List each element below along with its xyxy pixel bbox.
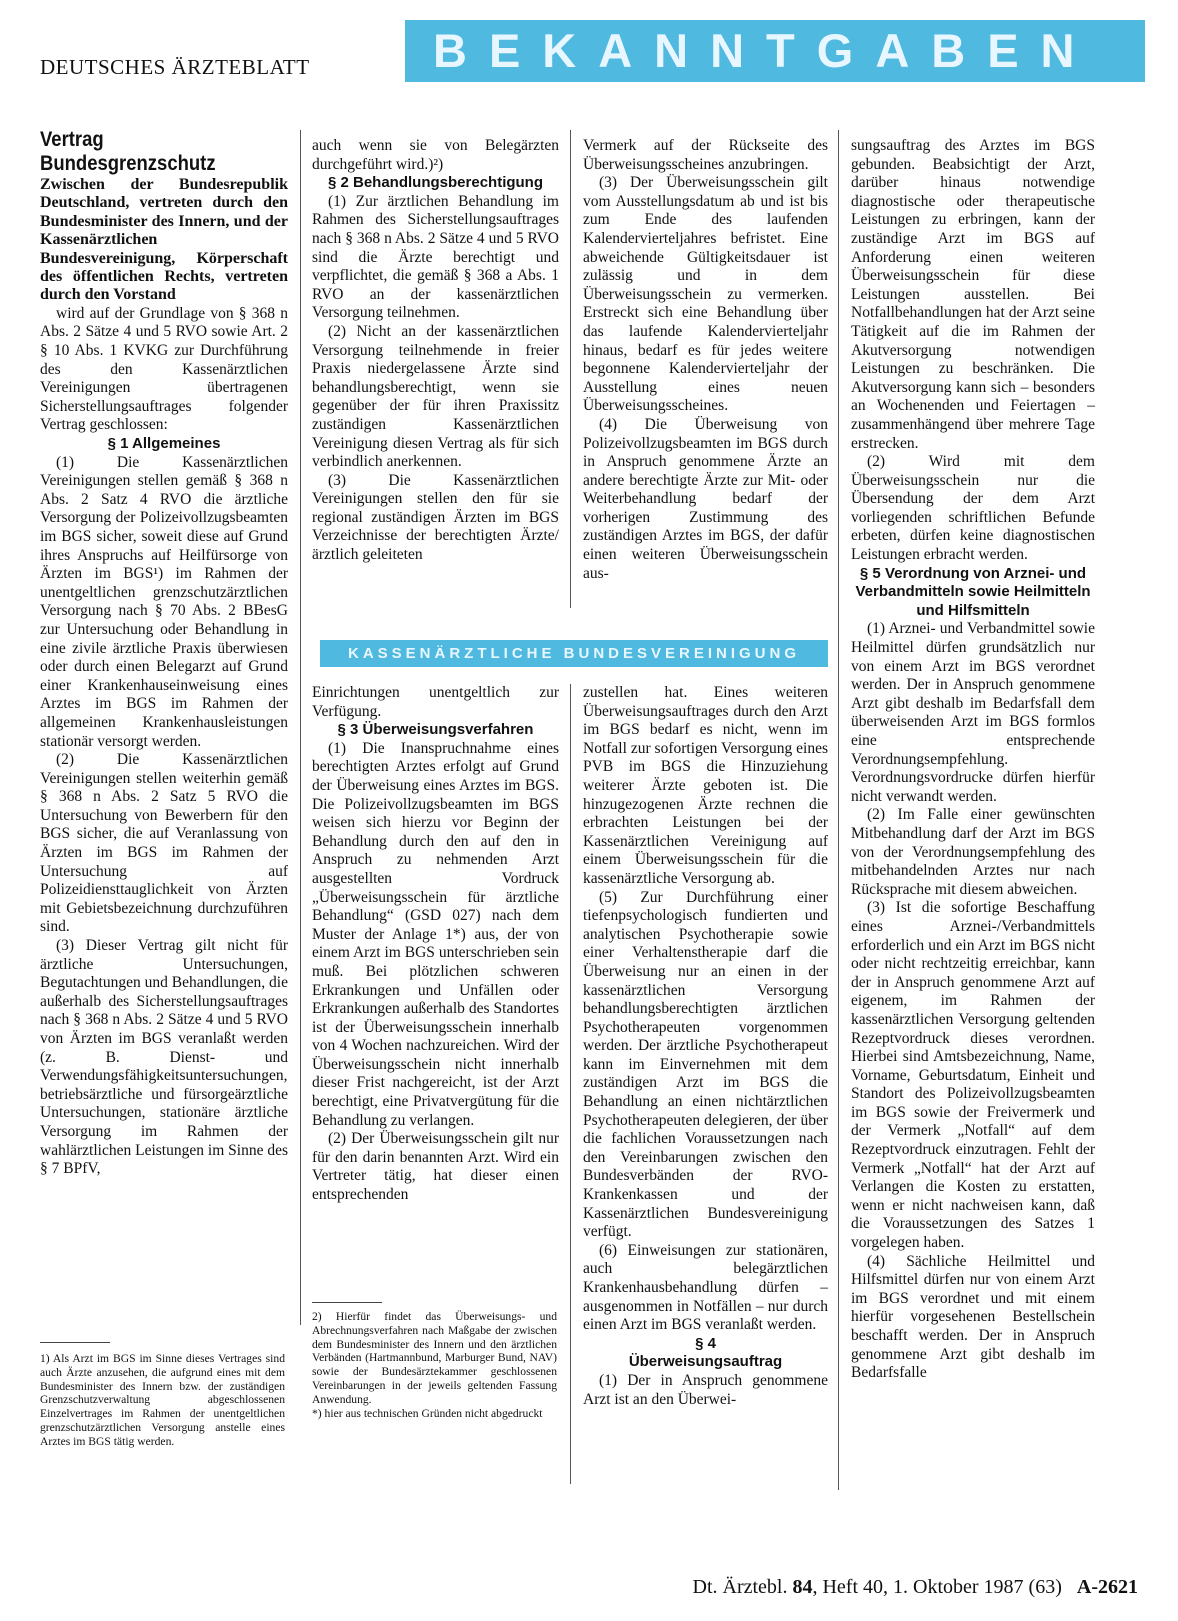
column-3-top (583, 137, 828, 583)
masthead: DEUTSCHES ÄRZTEBLATT (40, 55, 310, 79)
column-rule-2b (570, 684, 571, 1484)
column-3-bottom (583, 684, 828, 1409)
footnote-rule-2 (312, 1302, 382, 1303)
section-1-paragraph-1: (1) Die Kassenärztlichen Vereinigungen stellen gemäß § 368 n Abs. 2 Satz 4 RVO die ärztliche Versorgung der Polizeivollzugsbeamten im BGS sicher, soweit diese auf Grund ihres Anspruchs auf Heilfürsorge von Ärzten im BGS¹) im Rahmen der unentgeltlichen grenzschutzärztlichen Versorgung nach § 70 Abs. 2 BBesG zur Untersuchung oder Behandlung in eine zivile ärztliche Praxis überwiesen oder durch einen Belegarzt auf Grund einer Krankenhauseinweisung eines Arztes im BGS im Rahmen der allgemeinen Krankenhausleistungen stationär versorgt werden. (40, 453, 288, 750)
section-4-number: § 4 (695, 1334, 716, 1352)
section-3-paragraph-5: (5) Zur Durchführung einer tiefenpsychologisch fundierten und analytischen Psychotherapie sowie einer Verhaltenstherapie darf die Überweisung nur an einen in der kassenärztlichen Versorgung behandlungsberechtigten ärztlichen Psychotherapeuten vorgenommen werden. Der ärztliche Psychotherapeut kann im Einvernehmen mit dem zuständigen Arzt im BGS die Behandlung an einen nichtärztlichen Psychotherapeuten delegieren, der über die fachlichen Voraussetzungen nach den Vereinbarungen zwischen den Bundesverbänden der RVO-Krankenkassen und der Kassenärztlichen Bundesvereinigung verfügt. (583, 888, 828, 1241)
footnote-2-text: 2) Hierfür findet das Überweisungs- und Abrechnungsverfahren nach Maßgabe der zwischen dem Bundesminister des Innern und den ärztlichen Verbänden (Hartmannbund, Marburger Bund, NAV) sowie der Bundesärztekammer geschlossenen Vereinbarungen in der jeweils geltenden Fassung Anwendung. (312, 1310, 557, 1406)
section-5-heading: § 5 Verordnung von Arznei- und Verbandmitteln sowie Heilmitteln und Hilfsmitteln (855, 564, 1091, 619)
column-1 (40, 128, 288, 1179)
section-3-paragraph-6: (6) Einweisungen zur stationären, auch belegärztlichen Krankenhausbehandlung dürfen – ausgenommen in Notfällen – nur durch einen Arzt im BGS veranlaßt werden. (583, 1241, 828, 1334)
kbv-section-band: KASSENÄRZTLICHE BUNDESVEREINIGUNG (320, 640, 828, 667)
section-5-paragraph-3: (3) Ist die sofortige Beschaffung eines Arznei-/Verbandmittels erforderlich und ein Arzt im BGS nicht oder nicht rechtzeitig erreichbar, kann der in Anspruch genommene Arzt auf eigenem, im Rahmen der kassenärztlichen Versorgung geltenden Rezeptvordruck dieses verordnen. Hierbei sind Amtsbezeichnung, Name, Vorname, Geburtsdatum, Einheit und Standort des Polizeivollzugsbeamten im BGS sowie der Freivermerk und der Vermerk „Notfall“ auf dem Rezeptvordruck einzutragen. Fehlt der Vermerk „Notfall“ hat der Arzt auf Verlangen die Kosten zu erstatten, wenn er nicht nachweisen kann, daß die Voraussetzungen des Satzes 1 vorgelegen haben. (851, 899, 1095, 1252)
section-3-paragraph-2: (2) Der Überweisungsschein gilt nur für den darin benannten Arzt. Wird ein Vertreter tätig, hat dieser einen entsprechenden (312, 1130, 559, 1204)
footnote-1: 1) Als Arzt im BGS im Sinne dieses Vertrages sind auch Ärzte anzusehen, die aufgrund eines mit dem Bundesminister des Innern bzw. der zuständigen Grenzschutzverwaltung abgeschlossenen Einzelvertrages im Rahmen der unentgeltlichen grenzschutzärztlichen Versorgung anstelle eines Arztes im BGS tätig werden. (40, 1352, 285, 1448)
column-2b-continuation: Einrichtungen unentgeltlich zur Verfügung. (312, 684, 559, 720)
title-line-1: Vertrag (40, 128, 104, 151)
section-3-paragraph-1: (1) Die Inanspruchnahme eines berechtigten Arztes erfolgt auf Grund der Überweisung eines Arztes im BGS. Die Polizeivollzugsbeamten im BGS weisen sich hierzu vor Beginn der Behandlung durch den auf den in Anspruch zu nehmenden Arzt ausgestellten Vordruck „Überweisungsschein für ärztliche Behandlung“ (GSD 027) nach dem Muster der Anlage 1*) aus, der von einem Arzt im BGS unterschrieben sein muß. Bei plötzlichen schweren Erkrankungen und Unfällen oder Erkrankungen außerhalb des Standortes ist der Überweisungsschein innerhalb von 4 Wochen nachzureichen. Wird der Überweisungsschein nicht innerhalb dieser Frist nachgereicht, ist der Arzt berechtigt, eine Privatvergütung für die Behandlung zu verlangen. (312, 739, 559, 1129)
section-1-paragraph-2: (2) Die Kassenärztlichen Vereinigungen stellen weiterhin gemäß § 368 n Abs. 2 Satz 5 RVO die Untersuchung von Bewerbern für den BGS sicher, die auf Veranlassung von Ärzten im BGS im Rahmen der Untersuchung auf Polizeidiensttauglichkeit von Ärzten mit Gebietsbezeichnung durchzuführen sind. (40, 751, 288, 936)
footer-issue: , Heft 40, 1. Oktober 1987 (63) (812, 1576, 1062, 1598)
column-rule-2 (570, 130, 571, 608)
footer-page-number: A-2621 (1076, 1576, 1138, 1598)
section-5-paragraph-2: (2) Im Falle einer gewünschten Mitbehandlung darf der Arzt im BGS von der Verordnungsempfehlung des mitbehandelnden Arztes nur nach Rücksprache mit diesem abweichen. (851, 806, 1095, 898)
section-4-heading (583, 1335, 828, 1372)
section-2-paragraph-2: (2) Nicht an der kassenärztlichen Versorgung teilnehmende in freier Praxis niedergelassene Ärzte sind behandlungsberechtigt, wenn sie gegenüber der für ihren Praxissitz zuständigen Kassenärztlichen Vereinigung diesen Vertrag als für sich verbindlich anerkennen. (312, 322, 559, 471)
footer-volume: 84 (792, 1576, 813, 1598)
column-2-bottom (312, 684, 559, 1205)
column-rule-1 (300, 130, 301, 1325)
footer-journal: Dt. Ärztebl. (692, 1576, 788, 1598)
column-2-top (312, 137, 559, 565)
section-3-heading: § 3 Überweisungsverfahren (337, 721, 534, 739)
section-2-paragraph-3: (3) Die Kassenärztlichen Vereinigungen stellen den für sie regional zuständigen Ärzten im BGS Verzeichnisse der berechtigten Ärzte/ärztlich geleiteten (312, 471, 559, 564)
article-title (40, 128, 258, 176)
column-3-continuation: Vermerk auf der Rückseite des Überweisungsscheines anzubringen. (583, 137, 828, 173)
footnote-star: *) hier aus technischen Gründen nicht abgedruckt (312, 1406, 543, 1420)
section-2-paragraph-1: (1) Zur ärztlichen Behandlung im Rahmen des Sicherstellungsauftrages nach § 368 n Abs. 2 Sätze 4 und 5 RVO sind die Ärzte berechtigt und verpflichtet, die gemäß § 368 a Abs. 1 RVO an der kassenärztlichen Versorgung teilnehmen. (312, 192, 559, 322)
section-4-title: Überweisungsauftrag (628, 1353, 783, 1371)
section-4-paragraph-2: (2) Wird mit dem Überweisungsschein nur die Übersendung der dem Arzt vorliegenden schriftlichen Befunde erbeten, dürfen keine diagnostischen Leistungen erbracht werden. (851, 453, 1095, 564)
lead-paragraph: Zwischen der Bundesrepublik Deutschland, vertreten durch den Bundesminister des Innern, und der Kassenärztlichen Bundesvereinigung, Körperschaft des öffentlichen Rechts, vertreten durch den Vorstand (40, 176, 288, 304)
section-2-heading: § 2 Behandlungsberechtigung (327, 174, 544, 192)
section-4-paragraph-1: (1) Der in Anspruch genommene Arzt ist an den Überwei- (583, 1371, 828, 1408)
column-4 (851, 137, 1095, 1383)
title-line-2: Bundesgrenzschutz (40, 152, 216, 175)
footnote-2 (312, 1310, 557, 1420)
column-rule-3 (838, 130, 839, 1490)
page-footer (693, 1576, 1139, 1599)
section-5-paragraph-1: (1) Arznei- und Verbandmittel sowie Heilmittel dürfen grundsätzlich nur von einem Arzt im BGS verordnet werden. Der in Anspruch genommene Arzt gibt deshalb im Bedarfsfall dem überweisenden Arzt im BGS formlos eine entsprechende Verordnungsempfehlung. Verordnungsvordrucke dürfen hierfür nicht verwandt werden. (851, 620, 1095, 805)
section-5-paragraph-4: (4) Sächliche Heilmittel und Hilfsmittel dürfen nur von einem Arzt im BGS verordnet und mit einem hierfür vorgesehenen Bestellschein beschafft werden. Der in Anspruch genommene Arzt gibt deshalb im Bedarfsfalle (851, 1252, 1095, 1382)
section-1-paragraph-3: (3) Dieser Vertrag gilt nicht für ärztliche Untersuchungen, Begutachtungen und Behandlungen, die außerhalb des Sicherstellungsauftrages nach § 368 n Abs. 2 Sätze 4 und 5 RVO von Ärzten im BGS veranlaßt werden (z. B. Dienst- und Verwendungsfähigkeitsuntersuchungen, betriebsärztliche und fürsorgeärztliche Untersuchungen, stationäre ärztliche Versorgung im Rahmen der wahlärztlichen Leistungen im Sinne des § 7 BPfV, (40, 937, 288, 1178)
section-3-paragraph-3: (3) Der Überweisungsschein gilt vom Ausstellungsdatum ab und ist bis zum Ende des laufenden Kalendervierteljahres befristet. Eine abweichende Gültigkeitsdauer ist zulässig und in dem Überweisungsschein zu vermerken. Erstreckt sich eine Behandlung über das laufende Kalendervierteljahr hinaus, bedarf es für jedes weitere begonnene Kalendervierteljahr der Ausstellung eines neuen Überweisungsscheines. (583, 174, 828, 415)
section-1-heading: § 1 Allgemeines (107, 435, 221, 452)
column-4-continuation: sungsauftrag des Arztes im BGS gebunden. Beabsichtigt der Arzt, darüber hinaus notwendige diagnostische oder therapeutische Leistungen zu erbringen, kann der zuständige Arzt im BGS auf Anforderung einen weiteren Überweisungsschein für diese Leistungen ausstellen. Bei Notfallbehandlungen hat der Arzt seine Tätigkeit auf die im Rahmen der Akutversorgung notwendigen Leistungen zu beschränken. Die Akutversorgung kann sich – besonders an Wochenenden und Feiertagen – zusammenhängend über mehrere Tage erstrecken. (851, 137, 1095, 452)
section-3-paragraph-4: (4) Die Überweisung von Polizeivollzugsbeamten im BGS durch in Anspruch genommene Ärzte an andere berechtigte Ärzte zur Mit- oder Weiterbehandlung bedarf der vorherigen Zustimmung des zuständigen Arztes im BGS, der dafür einen weiteren Überweisungsschein aus- (583, 415, 828, 582)
footnote-rule-1 (40, 1342, 110, 1343)
preamble: wird auf der Grundlage von § 368 n Abs. 2 Sätze 4 und 5 RVO sowie Art. 2 § 10 Abs. 1 KVKG zur Durchführung des den Kassenärztlichen Vereinigungen übertragenen Sicherstellungsauftrages folgender Vertrag geschlossen: (40, 304, 288, 434)
column-3b-continuation: zustellen hat. Eines weiteren Überweisungsauftrages durch den Arzt im BGS bedarf es nicht, wenn im Notfall zur sofortigen Versorgung eines PVB im BGS die Hinzuziehung weiterer Ärzte geboten ist. Die hinzugezogenen Ärzte rechnen die erbrachten Leistungen bei der Kassenärztlichen Vereinigung auf einem Überweisungsschein für die kassenärztliche Versorgung ab. (583, 684, 828, 887)
section-banner: BEKANNTGABEN (405, 20, 1145, 82)
column-2-continuation: auch wenn sie von Belegärzten durchgeführt wird.)²) (312, 137, 559, 173)
